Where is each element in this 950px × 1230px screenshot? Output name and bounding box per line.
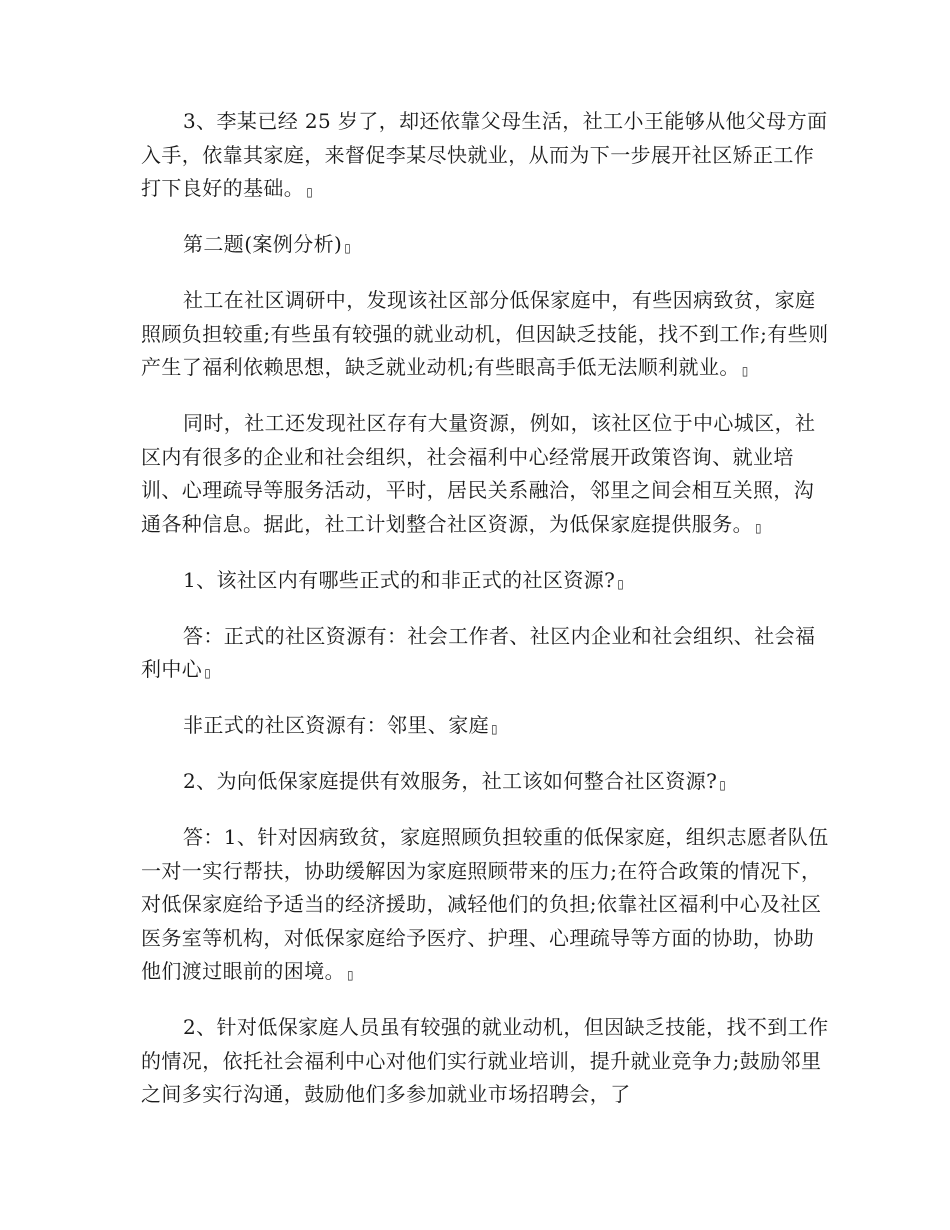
paragraph-text: 非正式的社区资源有：邻里、家庭 [183,713,489,737]
paragraph-mark-icon: ▯ [306,185,314,199]
paragraph-3 [141,284,831,389]
paragraph-text: 社工在社区调研中，发现该社区部分低保家庭中，有些因病致贫，家庭照顾负担较重;有些虽有较强的就业动机，但因缺乏技能，找不到工作;有些则产生了福利依赖思想，缺乏就业动机;有些眼高手低无法顺利就业。 [141,288,829,379]
paragraph-text: 2、为向低保家庭提供有效服务，社工该如何整合社区资源? [183,769,718,793]
question-2 [141,765,831,803]
paragraph-mark-icon: ▯ [491,722,499,736]
paragraph-text: 第二题(案例分析) [183,232,343,256]
document-body [141,105,831,1130]
paragraph-text: 2、针对低保家庭人员虽有较强的就业动机，但因缺乏技能，找不到工作的情况，依托社会福利中心对他们实行就业培训，提升就业竞争力;鼓励邻里之间多实行沟通，鼓励他们多参加就业市场招聘会，了 [141,1015,829,1106]
paragraph-text: 同时，社工还发现社区存有大量资源，例如，该社区位于中心城区，社区内有很多的企业和社会组织，社会福利中心经常展开政策咨询、就业培训、心理疏导等服务活动，平时，居民关系融洽，邻里之间会相互关照，沟通各种信息。据此，社工计划整合社区资源，为低保家庭提供服务。 [141,411,816,536]
paragraph-text: 1、该社区内有哪些正式的和非正式的社区资源? [183,567,616,592]
paragraph-4 [141,407,831,545]
paragraph-1 [141,105,831,210]
answer-2-part-2 [141,1011,831,1112]
paragraph-mark-icon: ▯ [617,576,625,591]
answer-2-part-1 [141,821,831,993]
paragraph-mark-icon: ▯ [347,968,355,982]
paragraph-mark-icon: ▯ [719,778,727,792]
paragraph-text: 答：正式的社区资源有：社会工作者、社区内企业和社会组织、社会福利中心 [141,623,816,681]
answer-1-informal [141,709,831,747]
paragraph-mark-icon: ▯ [204,666,212,680]
paragraph-mark-icon: ▯ [344,241,352,255]
paragraph-mark-icon: ▯ [755,520,763,535]
paragraph-mark-icon: ▯ [741,364,749,378]
answer-1-formal [141,620,831,691]
paragraph-text: 3、李某已经 25 岁了，却还依靠父母生活，社工小王能够从他父母方面入手，依靠其家庭，来督促李某尽快就业，从而为下一步展开社区矫正工作打下良好的基础。 [141,109,828,200]
question-1 [141,564,831,602]
section-heading [141,228,831,266]
paragraph-text: 答：1、针对因病致贫，家庭照顾负担较重的低保家庭，组织志愿者队伍一对一实行帮扶，协助缓解因为家庭照顾带来的压力;在符合政策的情况下，对低保家庭给予适当的经济援助，减轻他们的负担;依靠社区福利中心及社区医务室等机构，对低保家庭给予医疗、护理、心理疏导等方面的协助，协助他们渡过眼前的困境。 [141,825,829,983]
